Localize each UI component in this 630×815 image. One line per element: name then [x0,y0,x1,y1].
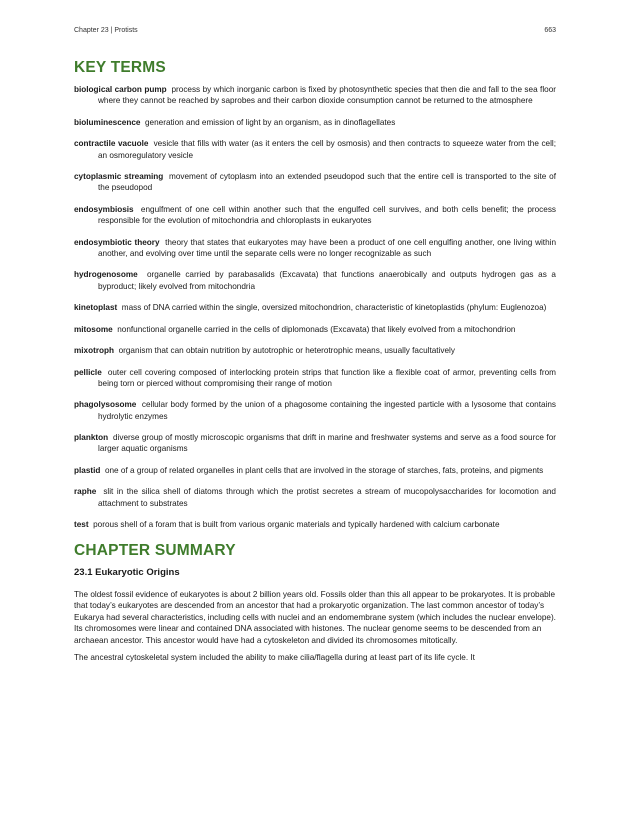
glossary-term: endosymbiosis [74,204,134,214]
glossary-term: bioluminescence [74,117,141,127]
glossary-entry [74,171,556,194]
glossary-entry [74,324,556,335]
glossary-entry [74,519,556,530]
glossary-definition: organelle carried by parabasalids (Excavata) that functions anaerobically and outputs hydrogen gas as a byproduct; likely evolved from mitochondria [98,270,556,291]
glossary-definition: movement of cytoplasm into an extended pseudopod such that the entire cell is transported to the site of the pseudopod [98,172,557,193]
glossary-term: cytoplasmic streaming [74,172,164,182]
glossary-entry [74,302,556,313]
glossary-entry [74,486,556,509]
glossary-term: plastid [74,465,101,475]
glossary-entry [74,117,556,128]
glossary-entry [74,84,556,107]
glossary-term: plankton [74,433,109,443]
glossary-definition: theory that states that eukaryotes may have been a product of one cell engulfing another, one living within another, and evolving over time until the separate cells were no longer recognizable as such [98,237,557,258]
glossary-definition: cellular body formed by the union of a phagosome containing the ingested particle with a lysosome that contains hydrolytic enzymes [98,400,556,421]
glossary-term: test [74,520,89,530]
glossary-definition: mass of DNA carried within the single, oversized mitochondrion, characteristic of kinetoplastids (phylum: Euglenozoa) [121,303,547,313]
section-title: 23.1 Eukaryotic Origins [74,566,180,578]
glossary-definition: engulfment of one cell within another such that the engulfed cell survives, and both cells benefit; the process responsible for the evolution of mitochondria and chloroplasts in eukaryotes [98,204,557,226]
glossary-definition: nonfunctional organelle carried in the cells of diplomonads (Excavata) that likely evolved from a mitochondrion [117,324,516,334]
running-header [74,26,556,36]
glossary-entry [74,465,556,476]
glossary-entry [74,237,556,260]
glossary-entry [74,399,556,422]
glossary-definition: one of a group of related organelles in plant cells that are involved in the storage of starches, fats, proteins, and pigments [104,465,544,475]
summary-paragraph: The ancestral cytoskeletal system included the ability to make cilia/flagella during at least part of its life cycle. It [74,653,475,663]
summary-paragraph: The oldest fossil evidence of eukaryotes is about 2 billion years old. Fossils older than this all appear to be prokaryotes. It is probable that today’s eukaryotes are descended from an ancestor that had a prokaryotic organization. The last common ancestor of today’s Eukarya had several characteristics, including cells with nuclei and an endomembrane system (which includes the nuclear envelope). Its chromosomes were linear and contained DNA associated with histones. The nuclear genome seems to be descended from an archaean ancestor. This ancestor would have had a cytoskeleton and divided its chromosomes mitotically. [74,589,556,645]
glossary-definition: vesicle that fills with water (as it enters the cell by osmosis) and then contracts to squeeze water from the cell; an osmoregulatory vesicle [98,139,556,160]
glossary-entry [74,432,556,455]
glossary-definition: outer cell covering composed of interlocking protein strips that function like a flexible coat of armor, preventing cells from being torn or pierced without compromising their range of motion [98,367,556,388]
glossary-term: kinetoplast [74,303,118,313]
glossary-entry [74,367,556,390]
glossary-entry [74,204,556,227]
glossary-entry [74,138,556,161]
glossary-term: endosymbiotic theory [74,237,160,247]
glossary-definition: generation and emission of light by an organism, as in dinoflagellates [145,117,396,127]
glossary-definition: porous shell of a foram that is built from various organic materials and typically hardened with calcium carbonate [93,520,500,530]
page-number: 663 [544,27,556,34]
glossary-entry [74,269,556,292]
chapter-title: Chapter 23 | Protists [74,27,138,34]
glossary-entry [74,345,556,356]
glossary-term: raphe [74,487,97,497]
key-terms-list [74,84,556,531]
glossary-term: phagolysosome [74,400,137,410]
glossary-term: pellicle [74,367,102,377]
glossary-definition: diverse group of mostly microscopic organisms that drift in marine and freshwater systems and serve as a food source for larger aquatic organisms [98,433,556,454]
glossary-term: biological carbon pump [74,85,167,94]
page-content [74,58,556,664]
glossary-term: hydrogenosome [74,270,138,280]
chapter-summary-heading: CHAPTER SUMMARY [74,541,236,559]
glossary-term: mixotroph [74,346,115,356]
glossary-definition: organism that can obtain nutrition by autotrophic or heterotrophic means, usually facultatively [118,346,455,356]
key-terms-heading: KEY TERMS [74,59,166,76]
glossary-definition: slit in the silica shell of diatoms through which the protist secretes a stream of mucopolysaccharides for locomotion and attachment to substrates [98,487,556,508]
glossary-term: mitosome [74,324,113,334]
glossary-definition: process by which inorganic carbon is fixed by photosynthetic species that then die and fall to the sea floor where they cannot be reached by saprobes and their carbon dioxide consumption cannot be returned to the atmosphere [98,85,556,106]
glossary-term: contractile vacuole [74,139,149,149]
